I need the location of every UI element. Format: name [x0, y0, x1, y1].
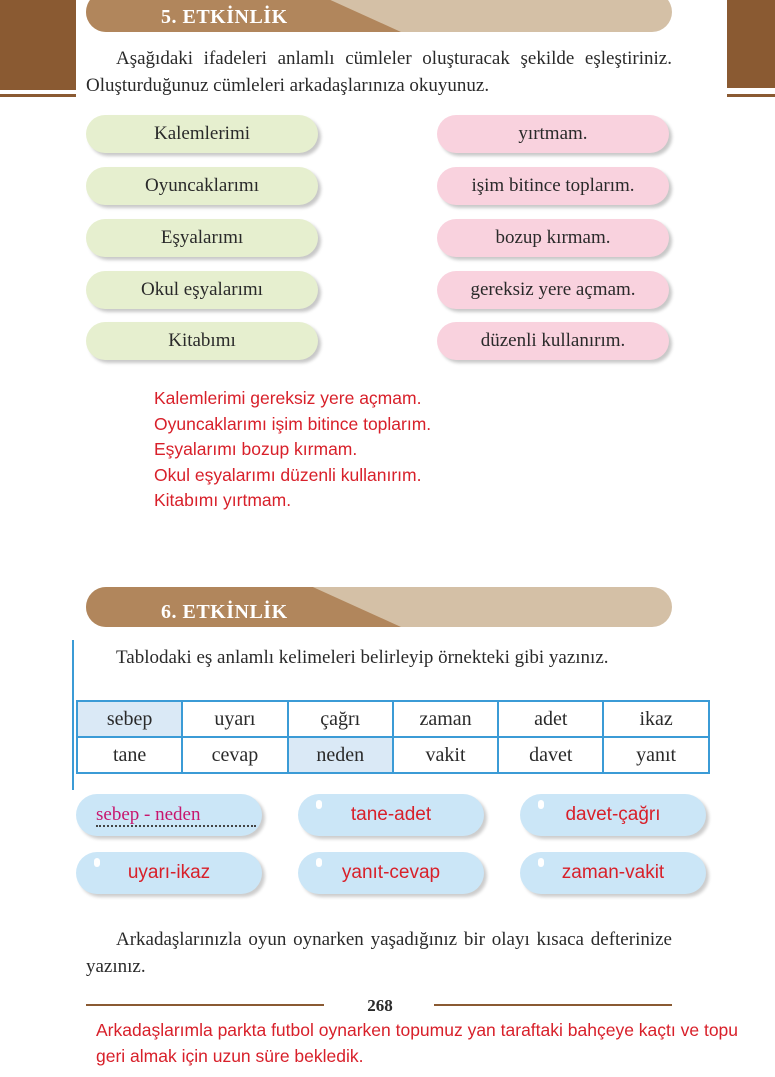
pill-highlight	[538, 800, 544, 809]
writing-prompt: Arkadaşlarınızla oyun oynarken yaşadığınız bir olayı kısaca defterinize yazınız.	[86, 929, 672, 977]
activity6-instruction: Tablodaki eş anlamlı kelimeleri belirleyip örnekteki gibi yazınız.	[116, 647, 609, 668]
match-left-3[interactable]: Eşyalarımı	[86, 219, 318, 257]
match-left-5[interactable]: Kitabımı	[86, 322, 318, 360]
match-right-5[interactable]: düzenli kullanırım.	[437, 322, 669, 360]
synonym-pair[interactable]	[298, 852, 484, 894]
answer-line: Kalemlerimi gereksiz yere açmam.	[154, 388, 422, 408]
dotted-line	[96, 825, 256, 827]
table-cell: uyarı	[182, 701, 287, 737]
pair-text: zaman-vakit	[561, 862, 665, 883]
table-cell: yanıt	[603, 737, 708, 773]
corner-line-left	[0, 94, 76, 97]
pill-highlight	[538, 858, 544, 867]
pill-highlight	[94, 858, 100, 867]
table-frame-line	[72, 640, 74, 790]
answer-line: Okul eşyalarımı düzenli kullanırım.	[154, 464, 422, 485]
pair-text: davet-çağrı	[565, 804, 661, 825]
activity5-instruction: Aşağıdaki ifadeleri anlamlı cümleler oluşturacak şekilde eşleştiriniz. Oluşturduğunuz cümleleri arkadaşlarınıza okuyunuz.	[86, 48, 672, 96]
table-cell: zaman	[393, 701, 498, 737]
table-cell: ikaz	[603, 701, 708, 737]
pill-highlight	[316, 858, 322, 867]
table-cell: neden	[288, 737, 393, 773]
corner-line-right	[727, 94, 775, 97]
footer-line-right	[434, 1004, 672, 1006]
activity5-answers	[154, 386, 431, 514]
synonym-pair[interactable]	[520, 852, 706, 894]
answer-line: Eşyalarımı bozup kırmam.	[154, 439, 358, 459]
table-cell: tane	[77, 737, 182, 773]
activity6-title: 6. ETKİNLİK	[161, 601, 288, 623]
pair-text: sebep - neden	[96, 804, 201, 825]
table-row	[77, 737, 709, 773]
synonym-table	[76, 700, 710, 774]
synonym-pair[interactable]	[298, 794, 484, 836]
page-number: 268	[367, 996, 393, 1015]
table-cell: sebep	[77, 701, 182, 737]
table-cell: çağrı	[288, 701, 393, 737]
pair-text: yanıt-cevap	[341, 862, 441, 883]
match-right-2[interactable]: işim bitince toplarım.	[437, 167, 669, 205]
pill-highlight	[316, 800, 322, 809]
match-left-2[interactable]: Oyuncaklarımı	[86, 167, 318, 205]
match-right-4[interactable]: gereksiz yere açmam.	[437, 271, 669, 309]
table-row	[77, 701, 709, 737]
table-cell: cevap	[182, 737, 287, 773]
pair-text: tane-adet	[350, 804, 432, 825]
match-left-1[interactable]: Kalemlerimi	[86, 115, 318, 153]
pair-text: uyarı-ikaz	[127, 862, 211, 883]
answer-line: Oyuncaklarımı işim bitince toplarım.	[154, 413, 432, 434]
match-right-1[interactable]: yırtmam.	[437, 115, 669, 153]
corner-decoration-left	[0, 0, 76, 90]
table-cell: adet	[498, 701, 603, 737]
footer-line-left	[86, 1004, 324, 1006]
writing-answer: Arkadaşlarımla parkta futbol oynarken topumuz yan taraftaki bahçeye kaçtı ve topu geri almak için uzun süre bekledik.	[96, 1020, 739, 1066]
synonym-pair-example[interactable]	[76, 794, 262, 836]
synonym-pair[interactable]	[76, 852, 262, 894]
table-cell: vakit	[393, 737, 498, 773]
synonym-pair[interactable]	[520, 794, 706, 836]
answer-line: Kitabımı yırtmam.	[154, 490, 292, 510]
corner-decoration-right	[727, 0, 775, 88]
match-left-4[interactable]: Okul eşyalarımı	[86, 271, 318, 309]
table-cell: davet	[498, 737, 603, 773]
activity5-title: 5. ETKİNLİK	[161, 6, 288, 28]
match-right-3[interactable]: bozup kırmam.	[437, 219, 669, 257]
